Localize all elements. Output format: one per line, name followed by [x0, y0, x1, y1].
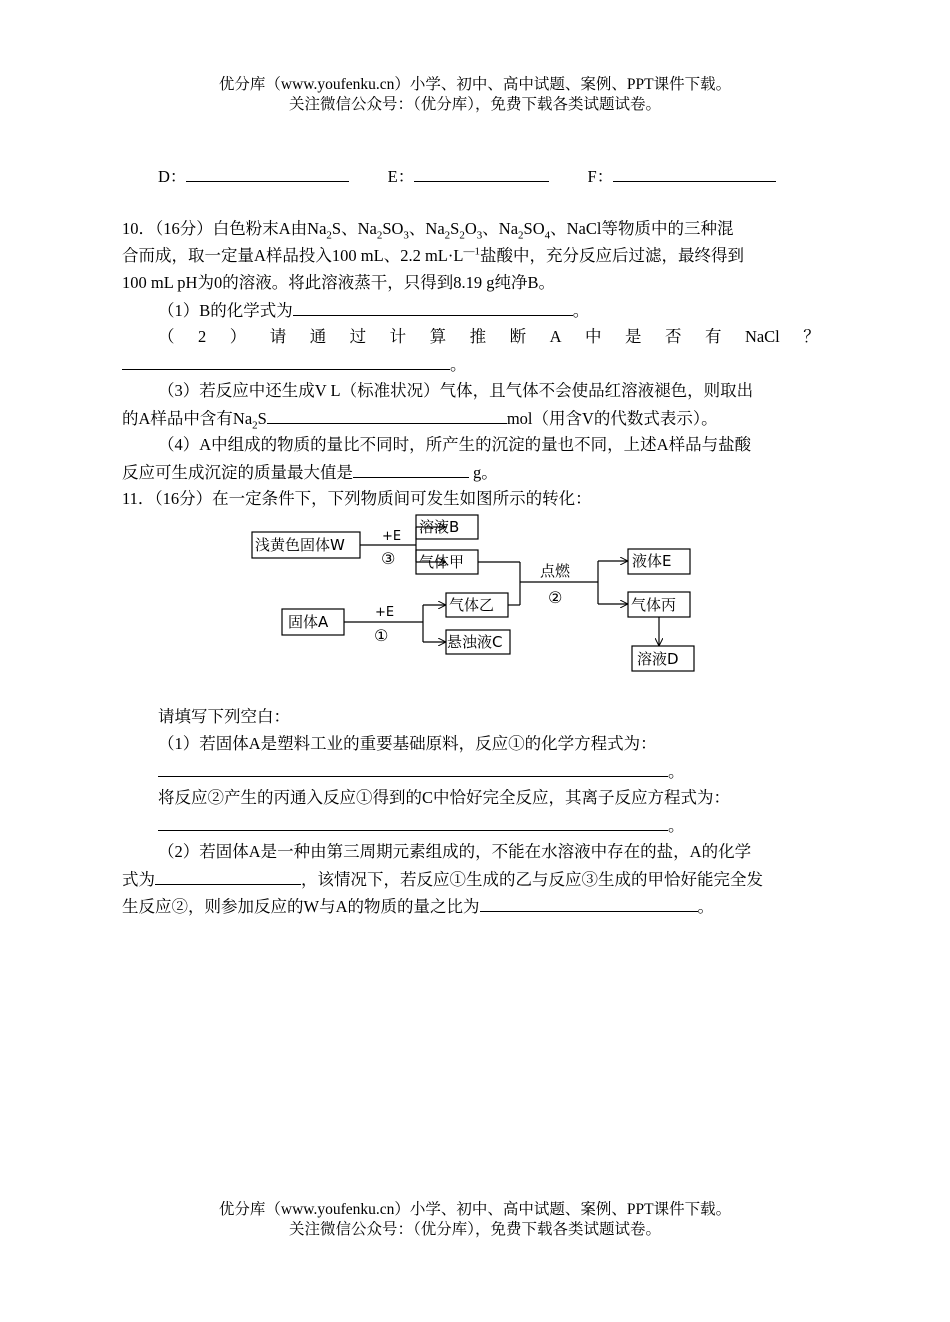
- q11-p2-formula-blank[interactable]: [155, 866, 301, 885]
- q10-part-2-answer: [122, 351, 830, 378]
- header-line-1: 优分库（www.youfenku.cn）小学、初中、高中试题、案例、PPT课件下载。: [218, 76, 732, 93]
- label-f: F：: [587, 167, 614, 186]
- q10-text: O: [464, 219, 477, 238]
- reaction-2-label: ②: [548, 588, 563, 607]
- page-footer: [0, 1200, 950, 1240]
- q10-text: SO: [382, 219, 404, 238]
- q10-char: 请: [269, 327, 287, 346]
- q10-p4-blank[interactable]: [353, 459, 469, 478]
- header-line-2: 关注微信公众号：（优分库），免费下载各类试题试卷。: [288, 96, 661, 113]
- q10-char: NaCl: [744, 327, 780, 346]
- box-yi-label: 气体乙: [449, 596, 495, 614]
- q10-text: g。: [473, 463, 498, 482]
- q10-text: SO: [523, 219, 545, 238]
- blank-e[interactable]: [414, 163, 549, 182]
- q11-p1-blank[interactable]: [158, 758, 668, 777]
- subscript: 2: [252, 419, 258, 432]
- box-a-label: 固体A: [288, 613, 329, 631]
- q10-char: 算: [429, 327, 447, 346]
- q11-part-2-line-1: （2）若固体A是一种由第三周期元素组成的，不能在水溶液中存在的盐，A的化学: [158, 842, 752, 861]
- q10-text: S、Na: [331, 219, 377, 238]
- q10-text: 。: [450, 355, 467, 374]
- q10-text: mol（用含V的代数式表示）。: [506, 409, 718, 428]
- q10-number: 10．: [122, 219, 155, 238]
- box-b-label: 溶液B: [419, 518, 460, 536]
- q10-char: 中: [585, 327, 602, 346]
- q11-text: ，该情况下，若反应①生成的乙与反应③生成的甲恰好能完全发: [301, 870, 763, 889]
- blank-d[interactable]: [186, 163, 349, 182]
- q10-part-2: [158, 324, 820, 350]
- q10-text: 、Na: [408, 219, 445, 238]
- q10-char: 通: [309, 327, 327, 346]
- q11-fill-prompt: 请填写下列空白：: [158, 707, 290, 726]
- q10-text: 盐酸中，充分反应后过滤，最终得到: [479, 246, 744, 265]
- q10-line-1: [122, 216, 830, 242]
- q10-char: 断: [509, 327, 527, 346]
- q10-text: （16分）白色粉末A由Na: [155, 219, 327, 238]
- reaction-1-label: ①: [374, 626, 389, 645]
- footer-line-1: 优分库（www.youfenku.cn）小学、初中、高中试题、案例、PPT课件下载。: [218, 1201, 732, 1218]
- q10-part-1: [158, 297, 866, 324]
- q11-part-1: （1）若固体A是塑料工业的重要基础原料，反应①的化学方程式为：: [158, 734, 657, 753]
- subscript: 3: [476, 229, 483, 242]
- q11-text: 。: [668, 816, 685, 835]
- q10-char: 推: [469, 327, 487, 346]
- q10-line-2: [122, 243, 830, 269]
- subscript: 4: [544, 229, 551, 242]
- q10-text: 反应可生成沉淀的质量最大值是: [122, 463, 353, 482]
- q11-p1b-blank[interactable]: [158, 812, 668, 831]
- q11-text: （16分）在一定条件下，下列物质间可发生如图所示的转化：: [154, 489, 592, 508]
- q10-part-4-line-1: （4）A中组成的物质的量比不同时，所产生的沉淀的量也不同，上述A样品与盐酸: [158, 435, 752, 454]
- q10-part-3-line-2: [122, 405, 830, 432]
- reaction-flow-diagram: [248, 512, 708, 677]
- q11-part-1b: 将反应②产生的丙通入反应①得到的C中恰好完全反应，其离子反应方程式为：: [158, 788, 731, 807]
- def-answer-line: [158, 163, 866, 190]
- box-d-label: 溶液D: [637, 650, 679, 668]
- page-header: [0, 75, 950, 115]
- footer-line-2: 关注微信公众号：（优分库），免费下载各类试题试卷。: [288, 1221, 661, 1238]
- q10-text: 的A样品中含有Na: [122, 409, 253, 428]
- q10-text: S: [450, 219, 460, 238]
- q10-text: 合而成，取一定量A样品投入100 mL、2.2 mL·L: [122, 246, 464, 265]
- q11-text: 。: [668, 762, 685, 781]
- q10-char: A: [549, 327, 562, 346]
- superscript: —1: [463, 245, 480, 258]
- reaction-3-label: ③: [381, 549, 396, 568]
- q10-text: 。: [572, 301, 590, 320]
- q10-part-3-line-1: （3）若反应中还生成V L（标准状况）气体，且气体不会使品红溶液褪色，则取出: [158, 381, 754, 400]
- subscript: 2: [444, 229, 451, 242]
- label-d: D：: [158, 167, 187, 186]
- q10-char: 是: [624, 327, 642, 346]
- q10-char: 有: [704, 327, 722, 346]
- q10-p2-blank[interactable]: [122, 351, 450, 370]
- q10-text: S: [257, 409, 267, 428]
- q10-text: 、NaCl等物质中的三种混: [550, 219, 734, 238]
- q11-intro-line: [122, 486, 830, 512]
- q10-char: 计: [389, 327, 407, 346]
- q10-char: 否: [664, 327, 682, 346]
- q10-char: （: [158, 327, 175, 346]
- subscript: 2: [376, 229, 383, 242]
- q10-p3-blank[interactable]: [267, 405, 507, 424]
- q10-char: ）: [229, 327, 247, 346]
- q11-part-1b-answer: [158, 812, 866, 839]
- ignite-label: 点燃: [540, 562, 571, 580]
- q10-line-3: 100 mL pH为0的溶液。将此溶液蒸干，只得到8.19 g纯净B。: [122, 273, 555, 292]
- q11-number: 11．: [122, 489, 155, 508]
- q10-char: ？: [803, 327, 820, 346]
- box-w-label: 浅黄色固体W: [255, 536, 345, 554]
- subscript: 2: [459, 229, 465, 242]
- box-jia-label: 气体甲: [419, 553, 465, 571]
- reagent-e-label-2: +E: [375, 605, 395, 620]
- q10-char: 过: [349, 327, 367, 346]
- q11-text: 。: [697, 897, 714, 916]
- q10-part-4-line-2: [122, 459, 830, 486]
- q11-part-2-line-2: [122, 866, 830, 893]
- q11-text: 生反应②，则参加反应的W与A的物质的量之比为: [122, 897, 480, 916]
- box-e-label: 液体E: [632, 552, 672, 570]
- q11-part-1-answer: [158, 758, 866, 785]
- box-c-label: 悬浊液C: [447, 633, 503, 651]
- q10-p1-blank[interactable]: [293, 297, 573, 316]
- q11-part-2-line-3: [122, 893, 830, 920]
- subscript: 2: [518, 229, 524, 242]
- subscript: 2: [326, 229, 332, 242]
- q11-text: 式为: [122, 870, 155, 889]
- q10-text: （1）B的化学式为: [158, 301, 293, 320]
- box-bing-label: 气体丙: [631, 596, 677, 614]
- label-e: E：: [387, 167, 415, 186]
- q10-text: 、Na: [482, 219, 519, 238]
- reagent-e-label-1: +E: [382, 529, 402, 544]
- blank-f[interactable]: [613, 163, 776, 182]
- q11-p2-ratio-blank[interactable]: [480, 893, 698, 912]
- subscript: 3: [403, 229, 409, 242]
- q10-char: 2: [197, 327, 207, 346]
